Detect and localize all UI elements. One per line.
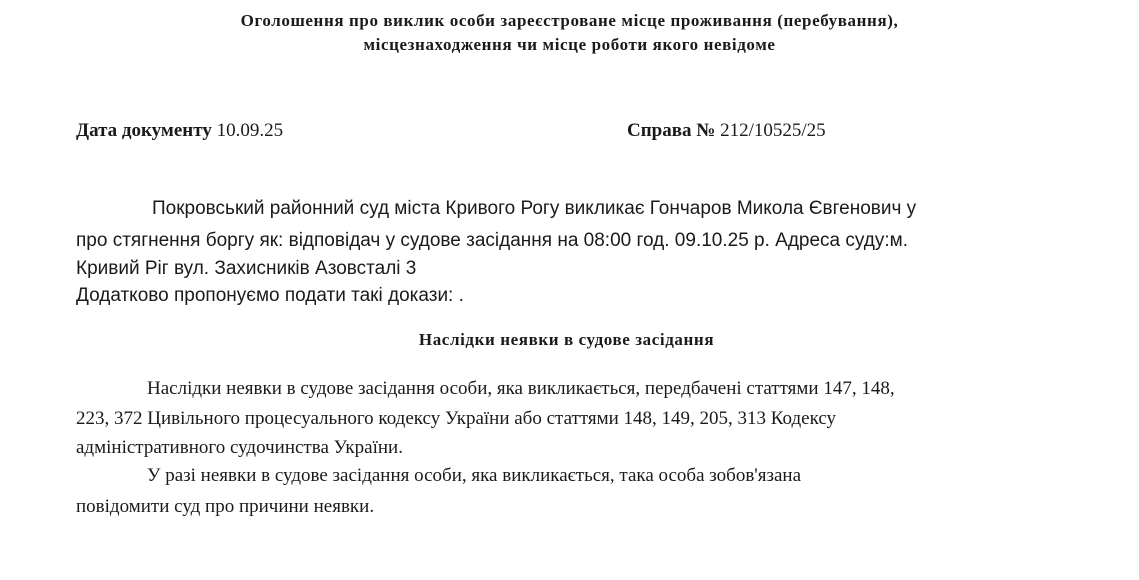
summons-line-4: Додатково пропонуємо подати такі докази: . [76,285,464,306]
case-number [627,119,826,143]
consequences-heading: Наслідки неявки в судове засідання [418,330,715,349]
document-date [76,119,283,143]
summons-line-3: Кривий Ріг вул. Захисників Азовсталі 3 [76,258,417,279]
document-date-label: Дата документу [76,120,212,141]
document-title-line-1: Оголошення про виклик особи зареєстроване місце проживання (перебування), [240,11,899,30]
consequences-p1-line-3: адміністративного судочинства України. [76,437,403,458]
document-date-value: 10.09.25 [216,120,284,141]
document-title-line-2: місцезнаходження чи місце роботи якого невідоме [363,35,776,54]
consequences-p2-line-1: У разі неявки в судове засідання особи, яка викликається, така особа зобов'язана [147,465,802,486]
summons-line-2: про стягнення боргу як: відповідач у судове засідання на 08:00 год. 09.10.25 р. Адреса суду:м. [76,230,908,251]
case-number-label: Справа № [627,120,716,141]
consequences-p1-line-1: Наслідки неявки в судове засідання особи, яка викликається, передбачені статтями 147, 148, [147,378,895,399]
consequences-p2-line-2: повідомити суд про причини неявки. [76,496,375,517]
consequences-p1-line-2: 223, 372 Цивільного процесуального кодексу України або статтями 148, 149, 205, 313 Кодексу [76,408,837,429]
summons-line-1: Покровський районний суд міста Кривого Рогу викликає Гончаров Микола Євгенович у [152,198,917,219]
case-number-value: 212/10525/25 [720,120,826,141]
